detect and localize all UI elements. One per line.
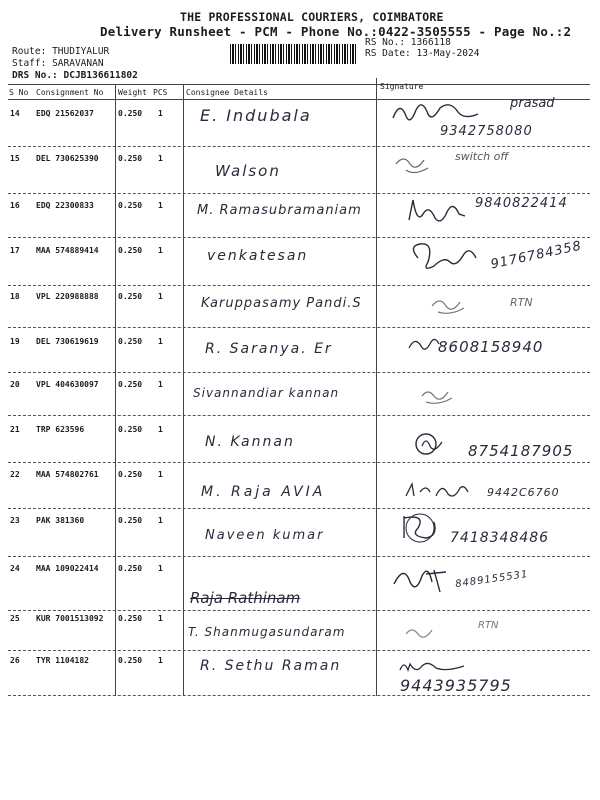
row-pcs: 1: [158, 292, 163, 301]
col-header-signature: Signature: [380, 82, 424, 91]
row-weight: 0.250: [118, 614, 143, 623]
row-consignee: venkatesan: [207, 248, 309, 264]
row-sno: 26: [10, 656, 20, 665]
row-weight: 0.250: [118, 425, 143, 434]
row-pcs: 1: [158, 425, 163, 434]
row-sno: 25: [10, 614, 20, 623]
row-sno: 23: [10, 516, 20, 525]
row-pcs: 1: [158, 337, 163, 346]
row-consignee: Sivannandiar kannan: [193, 386, 340, 400]
signature-image: [396, 656, 476, 678]
col-header-consignment: Consignment No: [36, 88, 104, 97]
row-pcs: 1: [158, 246, 163, 255]
row-divider: [8, 285, 590, 286]
row-divider: [8, 372, 590, 373]
row-divider: [8, 237, 590, 238]
row-pcs: 1: [158, 380, 163, 389]
row-sno: 24: [10, 564, 20, 573]
row-pcs: 1: [158, 470, 163, 479]
row-phone: 9443935795: [400, 676, 512, 695]
row-weight: 0.250: [118, 201, 143, 210]
rs-no-label: RS No.:: [365, 37, 406, 48]
rs-no-value: 1366118: [410, 37, 451, 48]
row-pcs: 1: [158, 201, 163, 210]
row-pcs: 1: [158, 614, 163, 623]
row-consignment: MAA 574889414: [36, 246, 99, 255]
signature-image: [390, 560, 460, 600]
row-consignee: R. Saranya. Er: [205, 341, 333, 357]
row-consignment: EDQ 22300833: [36, 201, 94, 210]
staff-label: Staff:: [12, 58, 47, 69]
rs-date-label: RS Date:: [365, 48, 411, 59]
signature-image: [396, 508, 446, 548]
row-consignee: Naveen kumar: [205, 528, 325, 543]
row-sno: 14: [10, 109, 20, 118]
row-sno: 17: [10, 246, 20, 255]
row-consignment: TYR 1104182: [36, 656, 89, 665]
row-divider: [8, 610, 590, 611]
drs-label: DRS No.:: [12, 70, 58, 81]
row-consignment: VPL 220988888: [36, 292, 99, 301]
row-consignment: MAA 109022414: [36, 564, 99, 573]
drs-value: DCJB136611802: [63, 70, 138, 81]
row-divider: [8, 556, 590, 557]
row-consignment: MAA 574802761: [36, 470, 99, 479]
rs-no-line: [365, 37, 451, 48]
barcode: [230, 44, 358, 64]
row-sno: 22: [10, 470, 20, 479]
signature-image: [418, 384, 458, 408]
signature-image: [402, 478, 482, 504]
row-divider: [8, 508, 590, 509]
row-consignee: R. Sethu Raman: [200, 658, 342, 674]
row-divider: [8, 415, 590, 416]
col-divider-consignee: [183, 84, 184, 696]
row-consignee: E. Indubala: [200, 106, 312, 125]
signature-image: [402, 622, 442, 644]
signature-image: [405, 190, 485, 230]
col-header-pcs: PCS: [153, 88, 168, 97]
row-note: prasad: [510, 96, 555, 111]
row-sno: 16: [10, 201, 20, 210]
row-weight: 0.250: [118, 246, 143, 255]
row-pcs: 1: [158, 109, 163, 118]
row-sno: 19: [10, 337, 20, 346]
row-phone: 8754187905: [468, 442, 574, 460]
row-phone: 9342758080: [440, 124, 533, 139]
row-phone: 7418348486: [450, 530, 550, 546]
row-divider: [8, 193, 590, 194]
row-pcs: 1: [158, 516, 163, 525]
row-consignee: M. Raja AVIA: [201, 484, 326, 500]
row-pcs: 1: [158, 564, 163, 573]
route-line: [12, 46, 109, 57]
row-consignee: Karuppasamy Pandi.S: [201, 296, 362, 311]
row-weight: 0.250: [118, 516, 143, 525]
row-sno: 21: [10, 425, 20, 434]
signature-image: [388, 96, 498, 136]
row-phone: 8489155531: [454, 568, 530, 591]
row-phone: 9176784358: [489, 238, 584, 273]
drs-line: [12, 70, 138, 81]
row-note: RTN: [478, 620, 499, 631]
row-divider: [8, 650, 590, 651]
row-phone: 9840822414: [475, 196, 568, 211]
staff-value: SARAVANAN: [52, 58, 104, 69]
row-sno: 20: [10, 380, 20, 389]
row-weight: 0.250: [118, 380, 143, 389]
row-divider: [8, 462, 590, 463]
row-consignment: DEL 730625390: [36, 154, 99, 163]
row-consignment: VPL 404630097: [36, 380, 99, 389]
col-header-weight: Weight: [118, 88, 147, 97]
row-divider: [8, 146, 590, 147]
row-phone: 8608158940: [438, 338, 544, 356]
row-weight: 0.250: [118, 337, 143, 346]
signature-image: [412, 428, 452, 462]
row-consignee: M. Ramasubramaniam: [197, 203, 362, 218]
row-consignment: KUR 7001513092: [36, 614, 104, 623]
row-sno: 15: [10, 154, 20, 163]
row-pcs: 1: [158, 154, 163, 163]
row-consignment: TRP 623596: [36, 425, 85, 434]
rs-date-value: 13-May-2024: [416, 48, 480, 59]
company-title: THE PROFESSIONAL COURIERS, COIMBATORE: [180, 10, 444, 24]
signature-image: [428, 292, 478, 318]
col-header-sno: S No: [9, 88, 29, 97]
row-note: switch off: [455, 150, 509, 163]
route-label: Route:: [12, 46, 47, 57]
table-header-rule: [8, 99, 590, 100]
runsheet-subtitle: Delivery Runsheet - PCM - Phone No.:0422-3505555 - Page No.:2: [100, 24, 572, 39]
row-consignment: PAK 381360: [36, 516, 85, 525]
row-weight: 0.250: [118, 109, 143, 118]
row-consignee: Raja Rathinam: [190, 589, 301, 607]
row-consignee: Walson: [215, 162, 281, 180]
row-weight: 0.250: [118, 564, 143, 573]
row-weight: 0.250: [118, 154, 143, 163]
row-sno: 18: [10, 292, 20, 301]
staff-line: [12, 58, 104, 69]
row-weight: 0.250: [118, 656, 143, 665]
signature-image: [404, 236, 494, 276]
row-phone: 9442C6760: [487, 486, 560, 499]
row-consignee: T. Shanmugasundaram: [188, 625, 346, 639]
row-weight: 0.250: [118, 292, 143, 301]
col-header-consignee: Consignee Details: [186, 88, 268, 97]
row-consignment: DEL 730619619: [36, 337, 99, 346]
signature-image: [405, 332, 445, 358]
row-consignment: EDQ 21562037: [36, 109, 94, 118]
signature-image: [392, 150, 442, 180]
row-divider: [8, 695, 590, 696]
rs-date-line: [365, 48, 479, 59]
row-note: RTN: [510, 296, 533, 309]
row-weight: 0.250: [118, 470, 143, 479]
row-pcs: 1: [158, 656, 163, 665]
col-divider-weight: [115, 84, 116, 696]
table-top-rule: [8, 84, 590, 85]
row-divider: [8, 327, 590, 328]
route-value: THUDIYALUR: [52, 46, 110, 57]
row-consignee: N. Kannan: [205, 434, 295, 450]
col-divider-signature: [376, 78, 377, 696]
